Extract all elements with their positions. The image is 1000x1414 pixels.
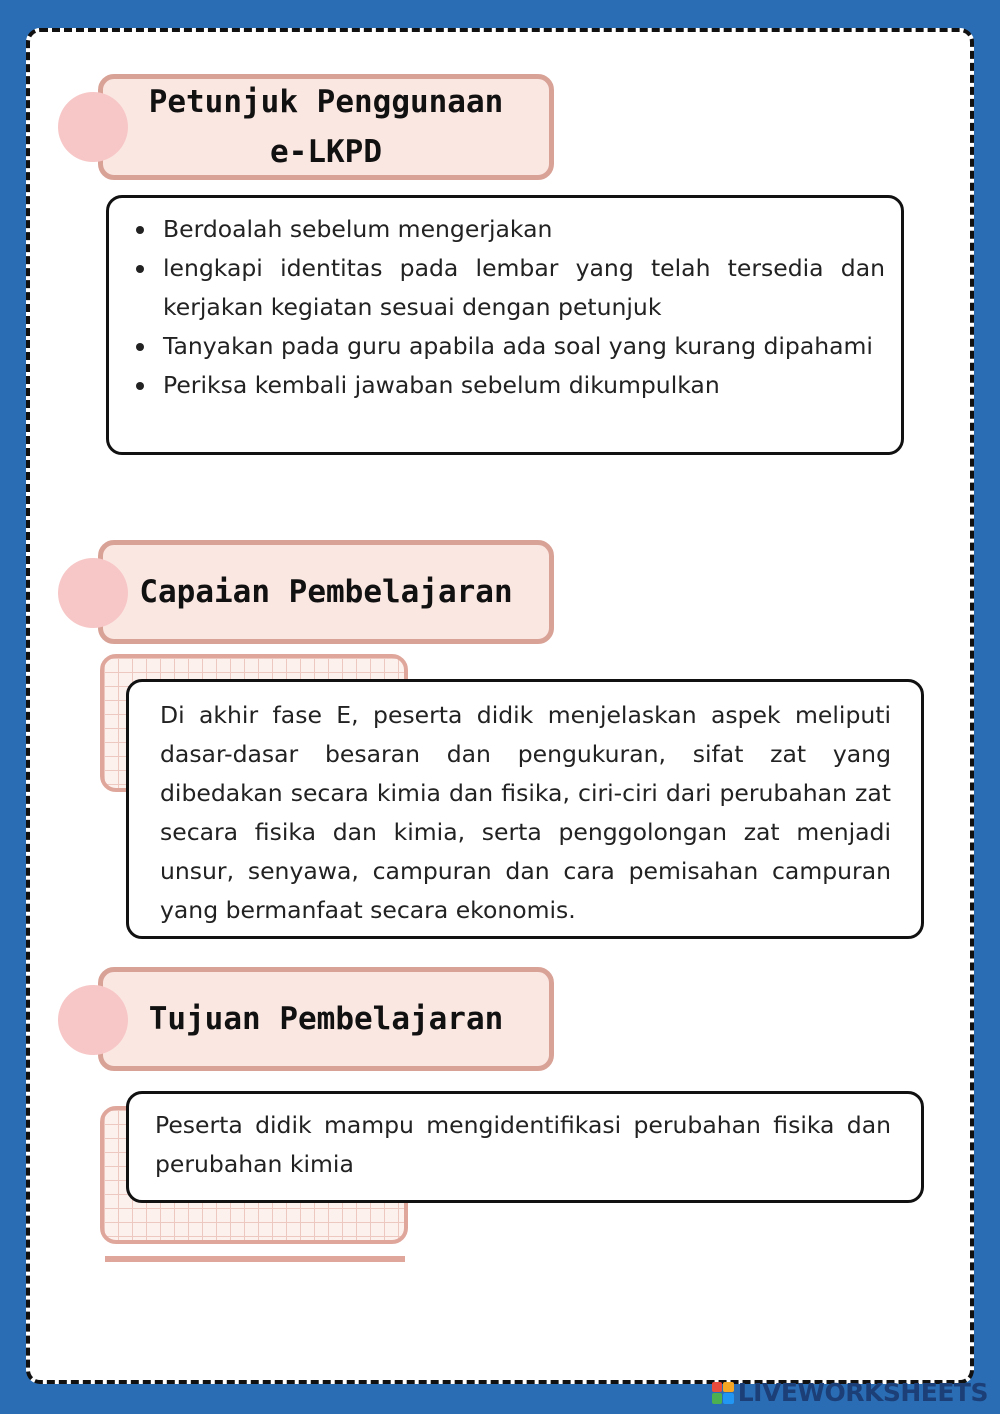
list-item — [133, 210, 885, 249]
list-item-text: Berdoalah sebelum mengerjakan — [163, 215, 553, 243]
bullet-icon — [136, 226, 144, 234]
section-title-text: Tujuan Pembelajaran — [148, 1001, 504, 1037]
section-title-petunjuk — [98, 74, 554, 180]
list-item-text: lengkapi identitas pada lembar yang telah tersedia dan kerjakan kegiatan sesuai dengan petunjuk — [163, 254, 885, 321]
liveworksheets-watermark — [712, 1378, 988, 1407]
bullet-icon — [136, 343, 144, 351]
section-title-line2: e-LKPD — [270, 134, 382, 170]
section-title-capaian — [98, 540, 554, 644]
list-item — [133, 327, 885, 366]
decorative-underline — [105, 1256, 405, 1262]
list-item — [133, 366, 885, 405]
bullet-icon — [136, 265, 144, 273]
watermark-text: LIVEWORKSHEETS — [737, 1378, 988, 1407]
tujuan-text: Peserta didik mampu mengidentifikasi perubahan fisika dan perubahan kimia — [155, 1111, 891, 1178]
list-item-text: Tanyakan pada guru apabila ada soal yang kurang dipahami — [163, 332, 873, 360]
list-item — [133, 249, 885, 327]
decorative-circle — [58, 985, 128, 1055]
section-title-line1: Petunjuk Penggunaan — [148, 84, 504, 120]
decorative-circle — [58, 558, 128, 628]
instructions-list — [133, 210, 885, 405]
capaian-box — [126, 679, 924, 939]
decorative-circle — [58, 92, 128, 162]
list-item-text: Periksa kembali jawaban sebelum dikumpulkan — [163, 371, 720, 399]
section-title-tujuan — [98, 967, 554, 1071]
liveworksheets-logo-icon — [712, 1382, 734, 1404]
capaian-text: Di akhir fase E, peserta didik menjelaskan aspek meliputi dasar-dasar besaran dan pengukuran, sifat zat yang dibedakan secara kimia dan fisika, ciri-ciri dari perubahan zat secara fisika dan kimia, serta penggolongan zat menjadi unsur, senyawa, campuran dan cara pemisahan campuran yang bermanfaat secara ekonomis. — [160, 701, 891, 924]
bullet-icon — [136, 382, 144, 390]
tujuan-box — [126, 1091, 924, 1203]
section-title-text: Capaian Pembelajaran — [139, 574, 513, 610]
instructions-box — [106, 195, 904, 455]
